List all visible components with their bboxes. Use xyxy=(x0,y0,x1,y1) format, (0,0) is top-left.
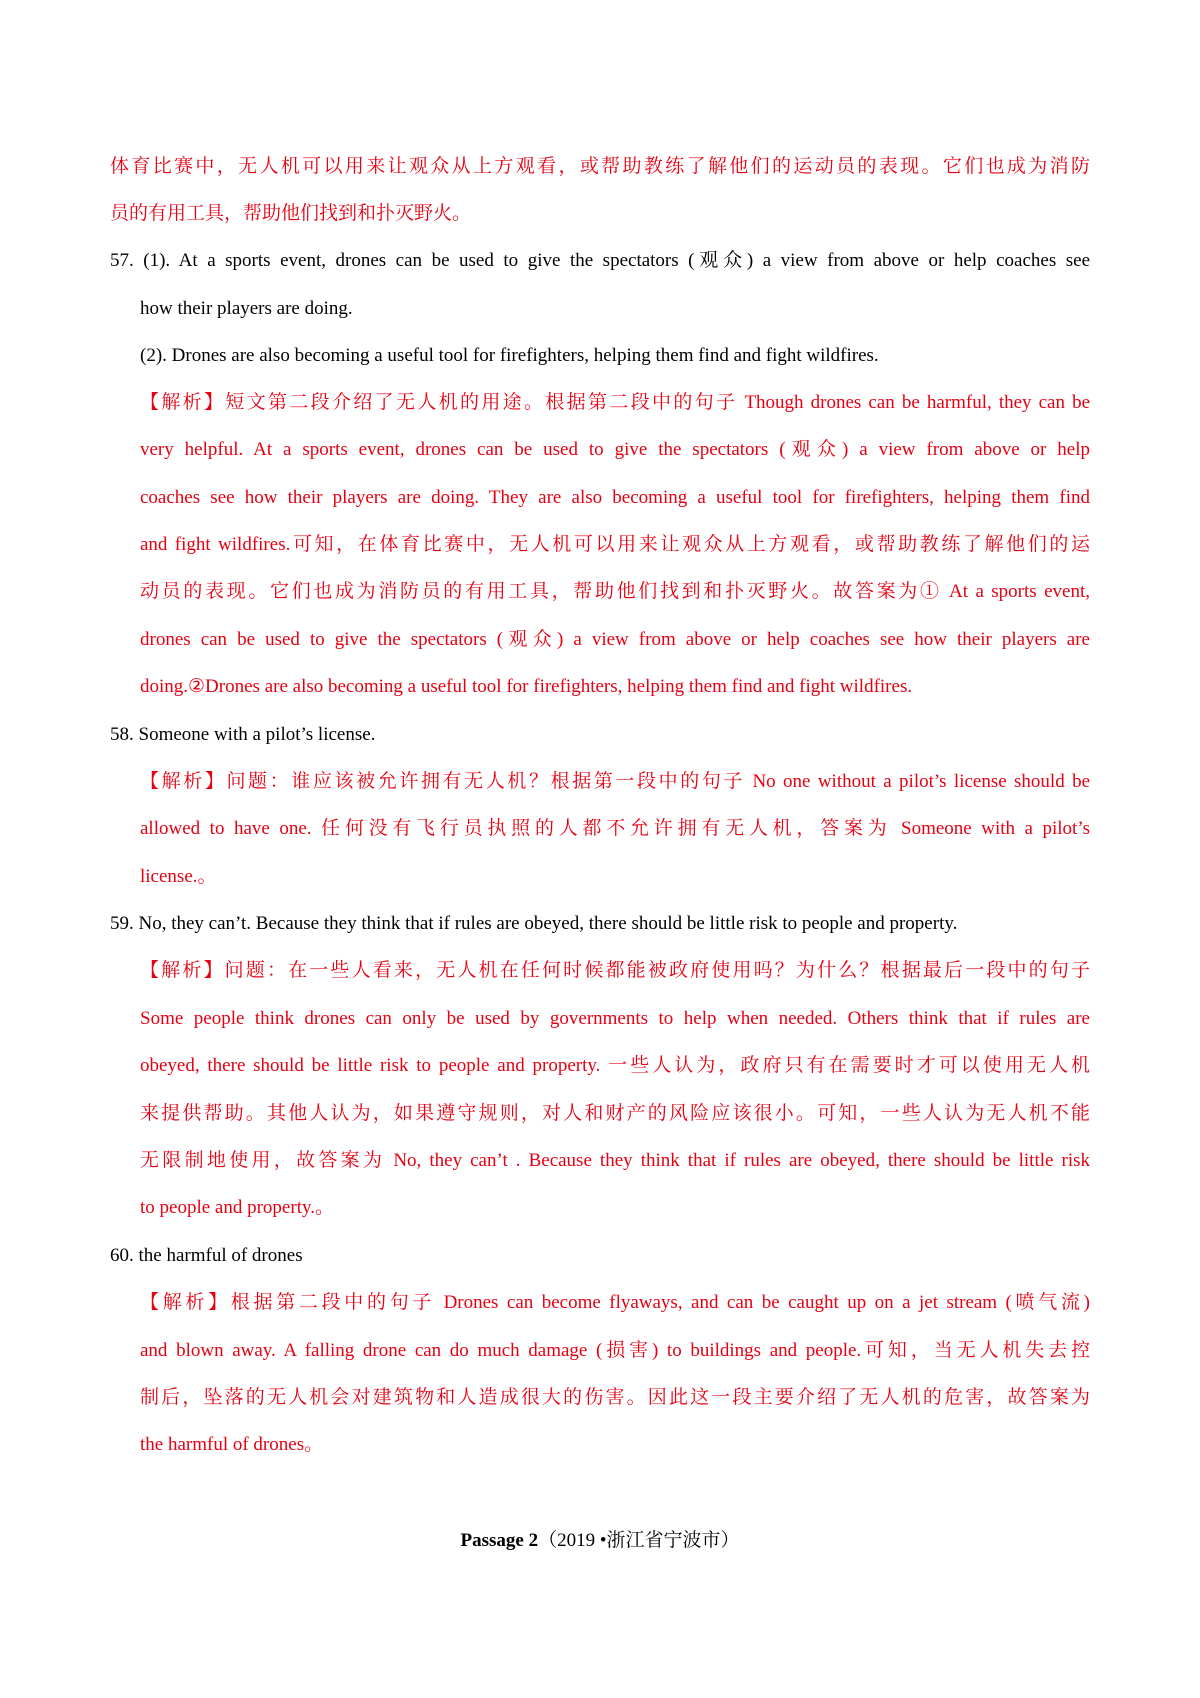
q57-analysis-line: doing.②Drones are also becoming a useful tool for firefighters, helping them find and fight wildfires. xyxy=(140,676,913,697)
translation-line-2: 员的有用工具，帮助他们找到和扑灭野火。 xyxy=(110,203,472,224)
q59-analysis-line: to people and property.。 xyxy=(140,1197,334,1218)
q57-answer-1-line-1: 57. (1). At a sports event, drones can be used to give the spectators (观众) a view from above or help coaches see xyxy=(110,250,1090,271)
q57-analysis-line: coaches see how their players are doing. They are also becoming a useful tool for firefighters, helping them find xyxy=(140,487,1090,508)
q59-analysis-line: obeyed, there should be little risk to people and property. 一些人认为，政府只有在需要时才可以使用无人机 xyxy=(140,1055,1090,1076)
q59-analysis-line: 【解析】问题：在一些人看来，无人机在任何时候都能被政府使用吗？为什么？根据最后一段中的句子 xyxy=(140,960,1090,981)
q59-analysis-line: Some people think drones can only be used by governments to help when needed. Others think that if rules are xyxy=(140,1008,1090,1029)
q57-analysis-line: drones can be used to give the spectators (观众) a view from above or help coaches see how their players are xyxy=(140,629,1090,650)
q58-analysis-line: license.。 xyxy=(140,866,217,887)
q58-answer: 58. Someone with a pilot’s license. xyxy=(110,724,376,745)
q60-analysis-line: 【解析】根据第二段中的句子 Drones can become flyaways, and can be caught up on a jet stream (喷气流) xyxy=(140,1292,1090,1313)
q60-analysis-line: and blown away. A falling drone can do much damage (损害) to buildings and people.可知，当无人机失去控 xyxy=(140,1340,1090,1361)
q57-analysis-line: very helpful. At a sports event, drones can be used to give the spectators (观众) a view from above or help xyxy=(140,439,1090,460)
q60-answer: 60. the harmful of drones xyxy=(110,1245,303,1266)
q57-answer-1-line-2: how their players are doing. xyxy=(140,298,353,319)
passage-label: Passage 2 xyxy=(460,1530,539,1551)
q59-analysis-line: 无限制地使用，故答案为 No, they can’t . Because they think that if rules are obeyed, there should be little risk xyxy=(140,1150,1090,1171)
q58-analysis-line: allowed to have one. 任何没有飞行员执照的人都不允许拥有无人机，答案为 Someone with a pilot’s xyxy=(140,818,1090,839)
q57-analysis-line: 动员的表现。它们也成为消防员的有用工具，帮助他们找到和扑灭野火。故答案为① At a sports event, xyxy=(140,581,1090,602)
q57-analysis-line: 【解析】短文第二段介绍了无人机的用途。根据第二段中的句子 Though drones can be harmful, they can be xyxy=(140,392,1090,413)
q60-analysis-line: 制后，坠落的无人机会对建筑物和人造成很大的伤害。因此这一段主要介绍了无人机的危害，故答案为 xyxy=(140,1387,1090,1408)
q60-analysis-line: the harmful of drones。 xyxy=(140,1434,324,1455)
q58-analysis-line: 【解析】问题：谁应该被允许拥有无人机？根据第一段中的句子 No one without a pilot’s license should be xyxy=(140,771,1090,792)
passage-heading xyxy=(0,1528,1200,1554)
q59-answer: 59. No, they can’t. Because they think that if rules are obeyed, there should be little risk to people and property. xyxy=(110,913,958,934)
passage-source: （2019 •浙江省宁波市） xyxy=(538,1530,740,1551)
translation-line-1: 体育比赛中，无人机可以用来让观众从上方观看，或帮助教练了解他们的运动员的表现。它们也成为消防 xyxy=(110,156,1090,177)
q57-analysis-line: and fight wildfires.可知，在体育比赛中，无人机可以用来让观众从上方观看，或帮助教练了解他们的运 xyxy=(140,534,1090,555)
q57-answer-2: (2). Drones are also becoming a useful tool for firefighters, helping them find and fight wildfires. xyxy=(140,345,879,366)
q59-analysis-line: 来提供帮助。其他人认为，如果遵守规则，对人和财产的风险应该很小。可知，一些人认为无人机不能 xyxy=(140,1103,1090,1124)
